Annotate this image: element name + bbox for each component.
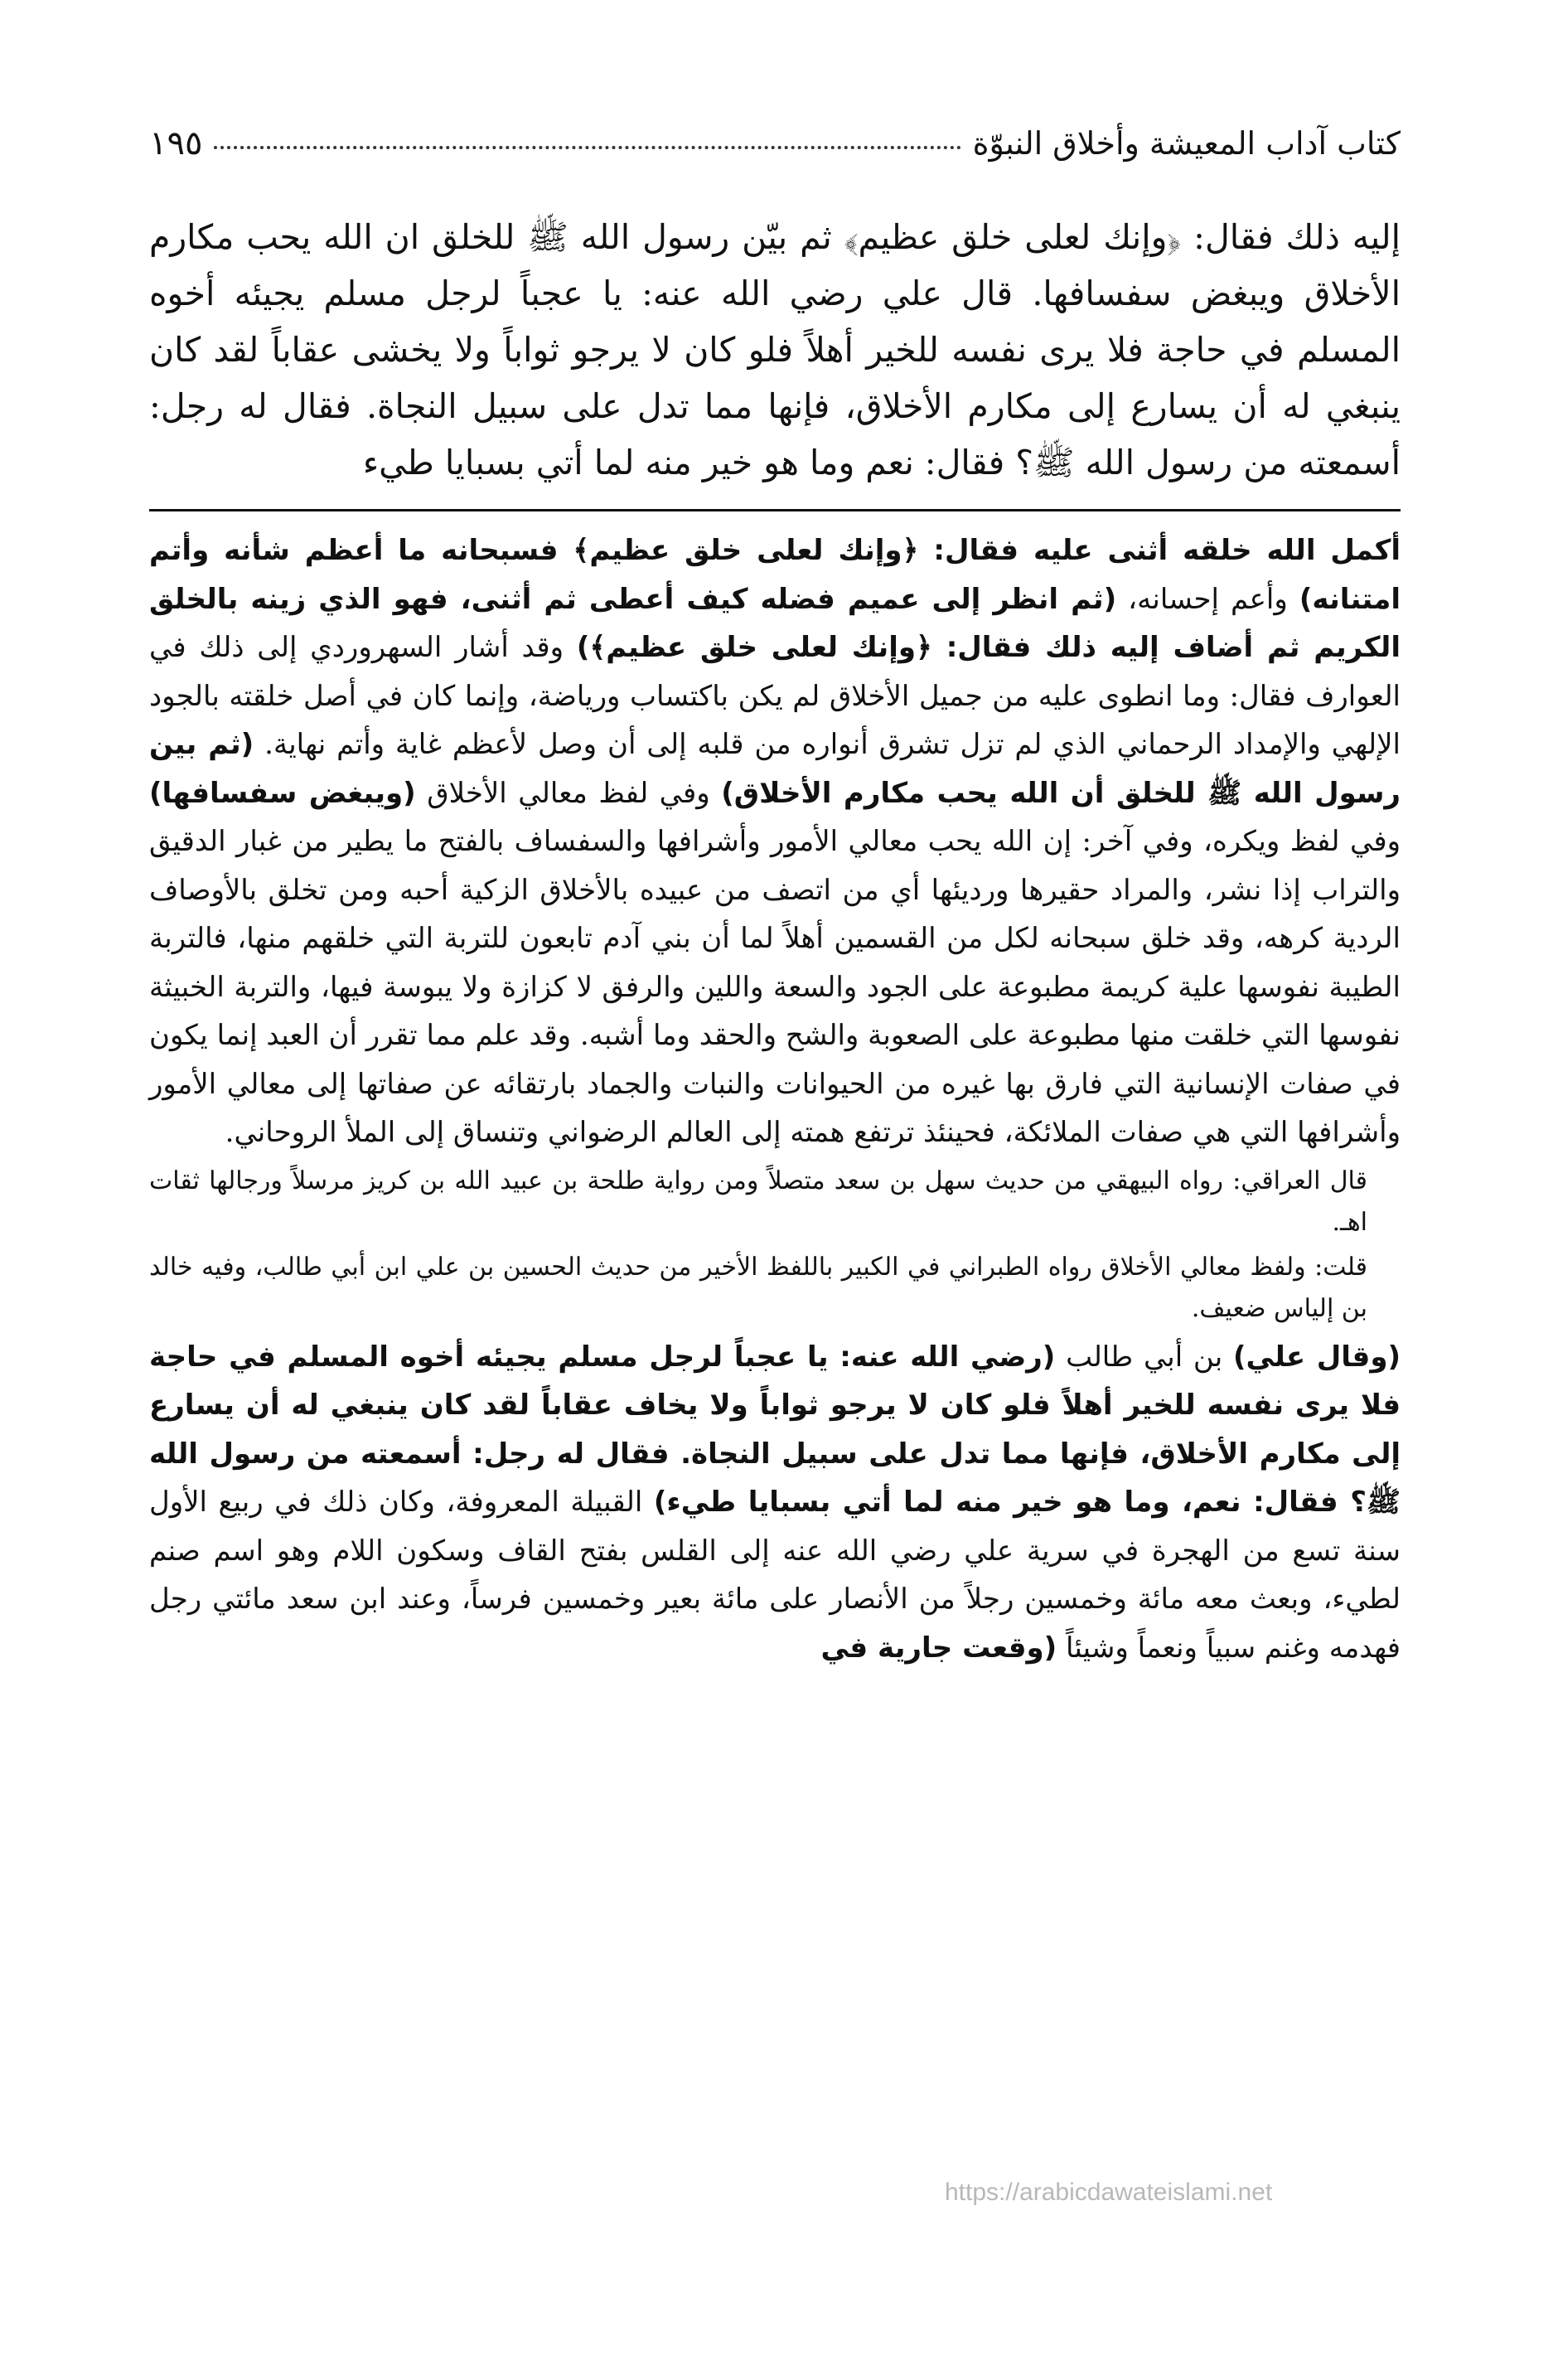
quoted-text: (وقعت جارية في: [820, 1631, 1057, 1665]
commentary-paragraph-2: [149, 1333, 1401, 1673]
book-title: كتاب آداب المعيشة وأخلاق النبوّة: [972, 125, 1401, 162]
quoted-text: (ثم انظر إلى عميم فضله كيف أعطى ثم أثنى، فهو الذي زينه بالخلق الكريم ثم أضاف إليه ذلك فقال: ﴿وإنك لعلى خلق عظيم﴾): [149, 582, 1401, 664]
quoted-text: (وقال علي): [1233, 1340, 1401, 1374]
quoted-text: (ويبغض سفسافها): [149, 776, 416, 810]
commentary-text: بن أبي طالب: [1055, 1340, 1233, 1374]
main-text-block: [149, 209, 1401, 491]
section-divider: [149, 509, 1401, 511]
quoted-text: (رضي الله عنه: يا عجباً لرجل مسلم يجيئه أخوه المسلم في حاجة فلا يرى نفسه للخير أهلاً فلو كان لا يرجو ثواباً ولا يخاف عقاباً لقد كان ينبغي له أن يسارع إلى مكارم الأخلاق، فإنها مما تدل على سبيل النجاة. فقال له رجل: أسمعته من رسول الله ﷺ؟ فقال: نعم، وما هو خير منه لما أتي بسبايا طيء): [149, 1340, 1401, 1519]
quoted-text: أكمل الله خلقه أثنى عليه فقال: ﴿وإنك لعلى خلق عظيم﴾ فسبحانه ما أعظم شأنه وأتم امتنانه): [149, 534, 1401, 616]
hadith-note-iraqi: قال العراقي: رواه البيهقي من حديث سهل بن سعد متصلاً ومن رواية طلحة بن عبيد الله بن كريز مرسلاً ورجالها ثقات اهـ.: [149, 1166, 1367, 1237]
commentary-text: وفي لفظ ويكره، وفي آخر: إن الله يحب معالي الأمور وأشرافها والسفساف بالفتح ما يطير من غبار الدقيق والتراب إذا نشر، والمراد حقيرها ورديئها أي من اتصف من عبيده بالأخلاق الزكية أحبه ومن تخلق بالأوصاف الردية كرهه، وقد خلق سبحانه لكل من القسمين أهلاً لما أن بني آدم تابعون للتربة التي خلقهم منها، فالتربة الطيبة نفوسها علية كريمة مطبوعة على الجود والسعة واللين والرفق لا كزازة ولا يبوسة فيها، والتربة الخبيثة نفوسها التي خلقت منها مطبوعة على الصعوبة والشح والحقد وما أشبه. وقد علم مما تقرر أن العبد إنما يكون في صفات الإنسانية التي فارق بها غيره من الحيوانات والنبات والجماد بارتقائه عن صفاتها إلى معالي الأمور وأشرافها التي هي صفات الملائكة، فحينئذ ترتفع همته إلى العالم الرضواني وتنساق إلى الملأ الروحاني.: [149, 825, 1401, 1149]
page-number: ١٩٥: [149, 124, 203, 162]
commentary-block: [149, 526, 1401, 1672]
book-page: [149, 124, 1401, 2280]
running-header: [149, 124, 1401, 182]
dotted-leader: [214, 146, 960, 149]
hadith-note-tabarani: قلت: ولفظ معالي الأخلاق رواه الطبراني في الكبير باللفظ الأخير من حديث الحسين بن علي ابن أبي طالب، وفيه خالد بن إلياس ضعيف.: [149, 1252, 1367, 1323]
commentary-text: وفي لفظ معالي الأخلاق: [415, 776, 722, 810]
commentary-paragraph-1: [149, 526, 1401, 1157]
main-text-paragraph: إليه ذلك فقال: ﴿وإنك لعلى خلق عظيم﴾ ثم بيّن رسول الله ﷺ للخلق ان الله يحب مكارم الأخلاق ويبغض سفسافها. قال علي رضي الله عنه: يا عجباً لرجل مسلم يجيئه أخوه المسلم في حاجة فلا يرى نفسه للخير أهلاً فلو كان لا يرجو ثواباً ولا يخشى عقاباً لقد كان ينبغي له أن يسارع إلى مكارم الأخلاق، فإنها مما تدل على سبيل النجاة. فقال له رجل: أسمعته من رسول الله ﷺ؟ فقال: نعم وما هو خير منه لما أتي بسبايا طيء: [149, 217, 1401, 482]
commentary-text: وقد أشار السهروردي إلى ذلك في العوارف فقال: وما انطوى عليه من جميل الأخلاق لم يكن باكتساب ورياضة، وإنما كان في أصل خلقته بالجود الإلهي والإمداد الرحماني الذي لم تزل تشرق أنواره من قلبه إلى أن وصل لأعظم غاية وأتم نهاية.: [149, 631, 1401, 761]
commentary-text: وأعم إحسانه،: [1116, 582, 1299, 616]
quoted-text: (ثم بين رسول الله ﷺ للخلق أن الله يحب مكارم الأخلاق): [149, 728, 1401, 810]
commentary-text: القبيلة المعروفة، وكان ذلك في ربيع الأول سنة تسع من الهجرة في سرية علي رضي الله عنه إلى القلس بفتح القاف وسكون اللام وهو اسم صنم لطيء، وبعث معه مائة وخمسين رجلاً من الأنصار على مائة بعير وخمسين فرساً، وعند ابن سعد مائتي رجل فهدمه وغنم سبياً ونعماً وشيئاً: [149, 1486, 1401, 1665]
watermark-url: https://arabicdawateislami.net: [945, 2179, 1273, 2206]
